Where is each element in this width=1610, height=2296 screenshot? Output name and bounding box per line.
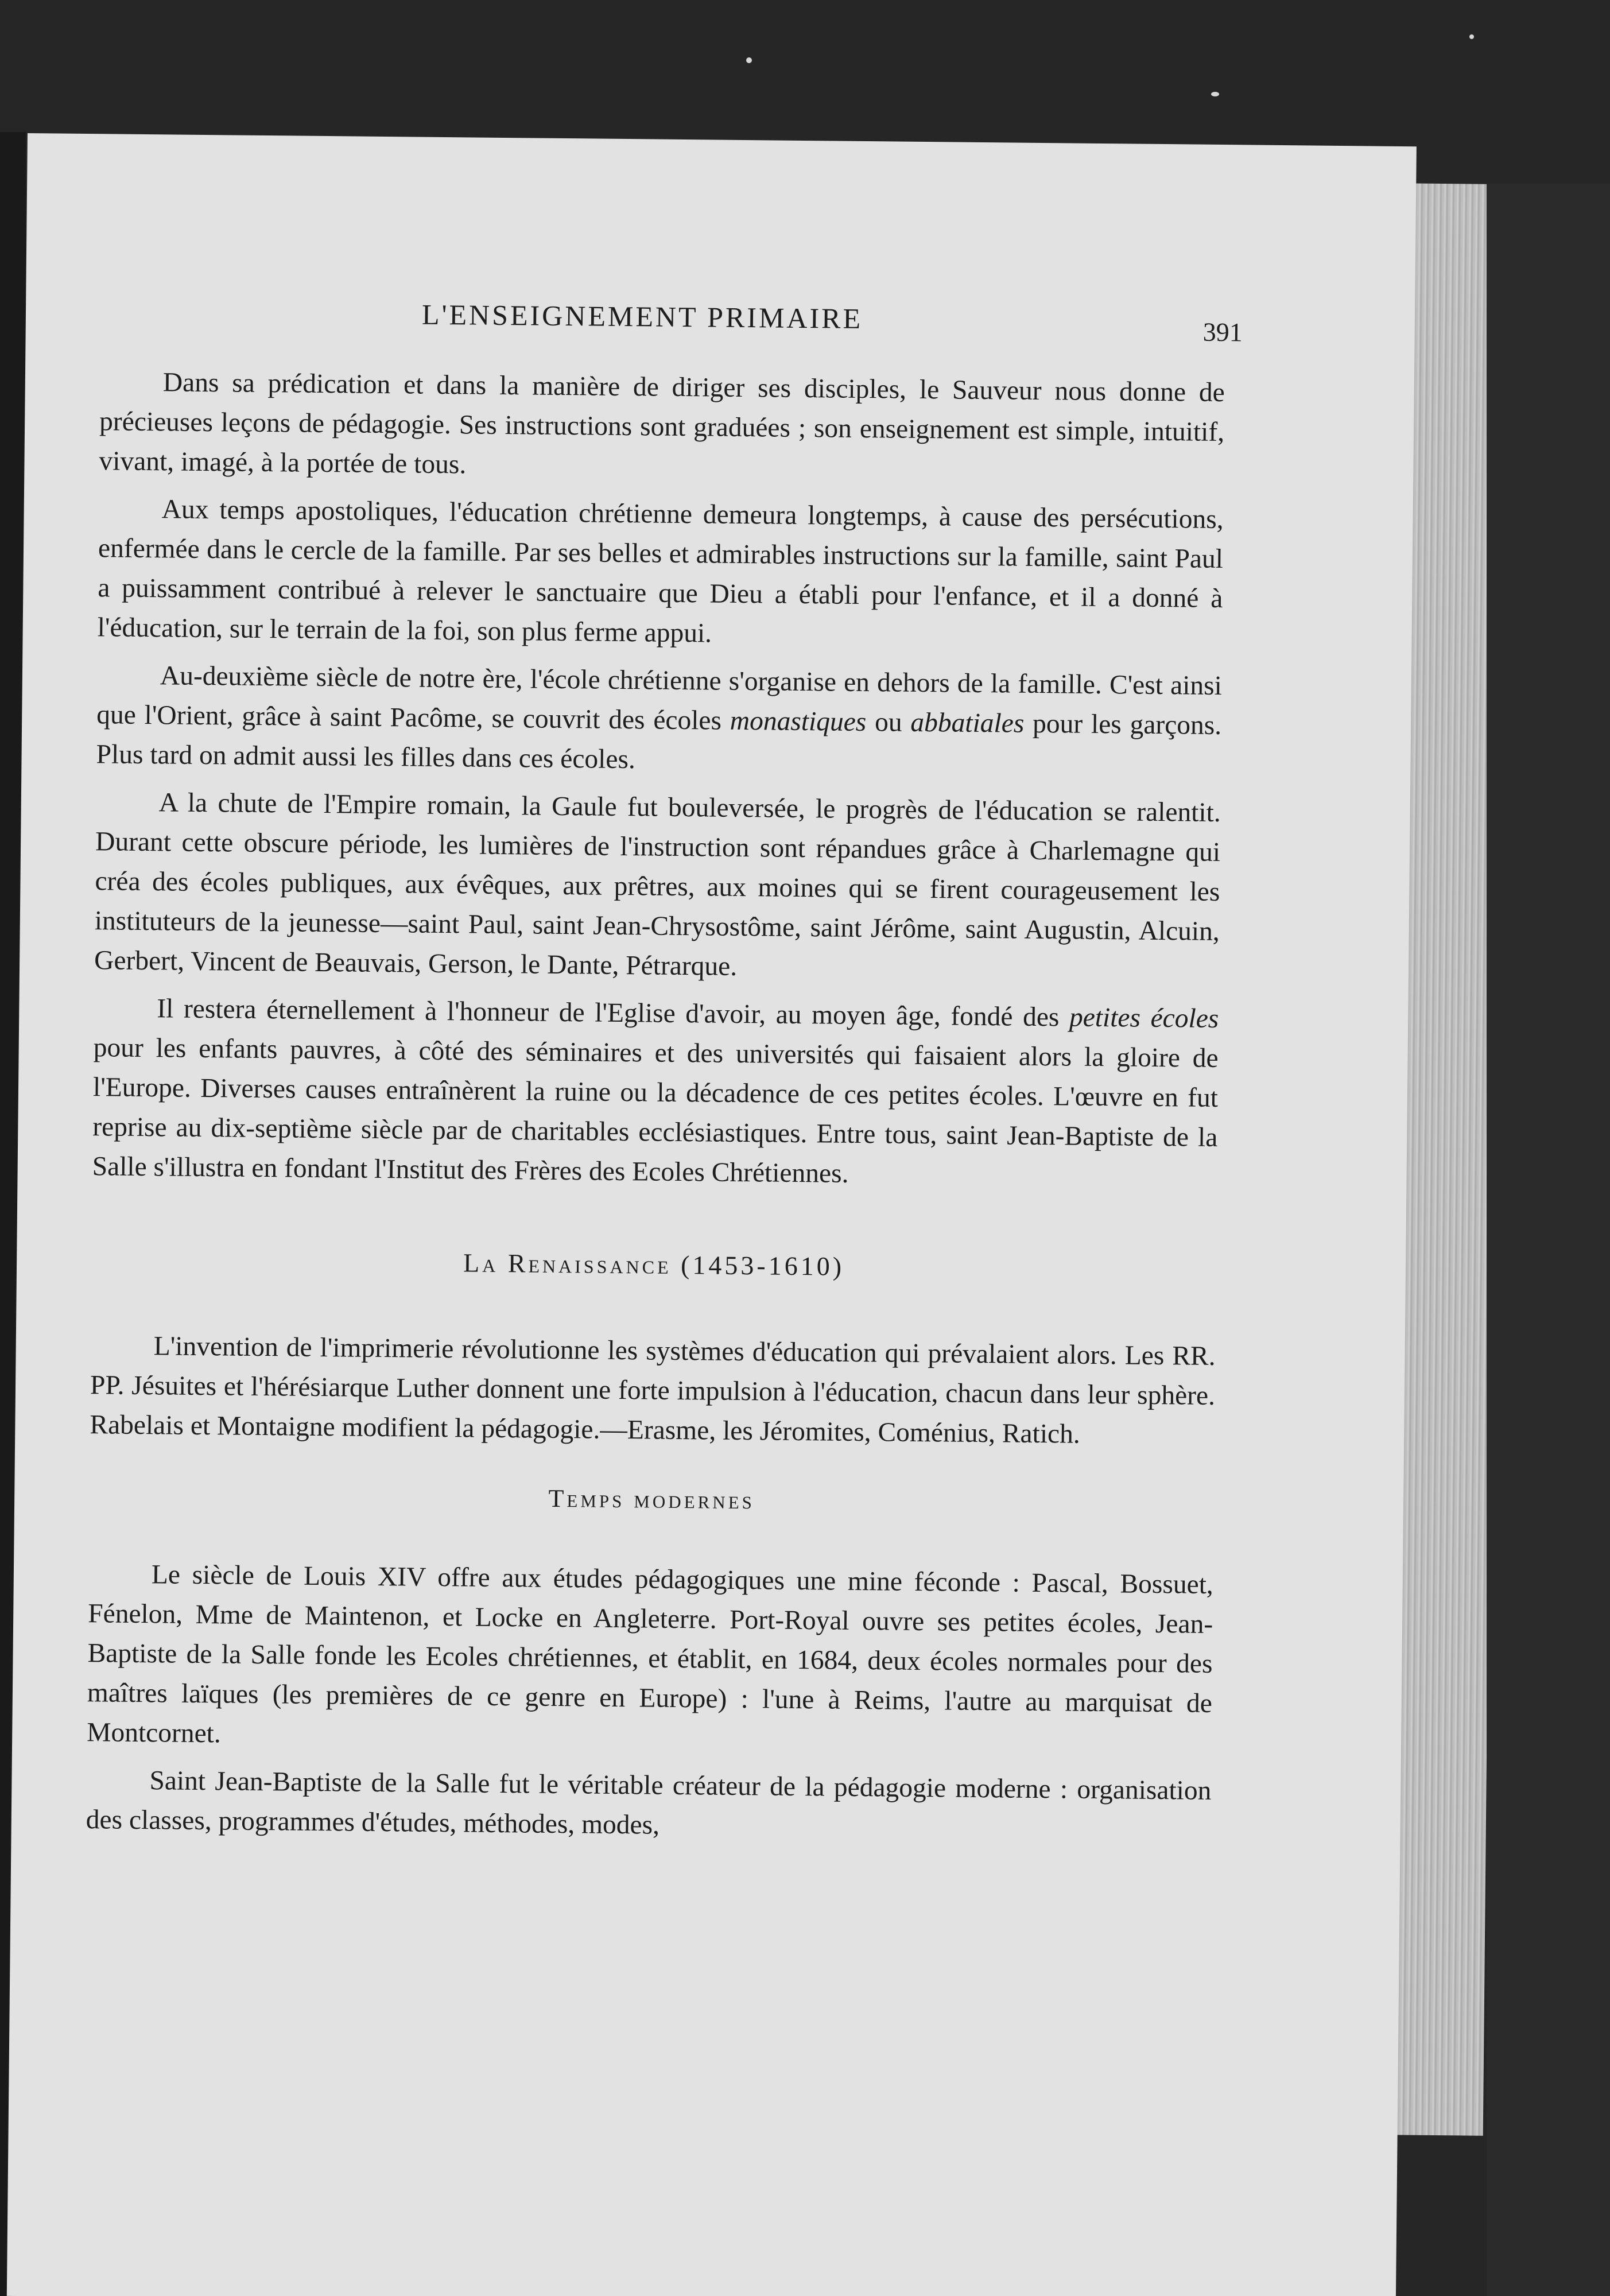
dust-speck bbox=[1469, 34, 1474, 39]
paragraph-sauveur: Dans sa prédication et dans la manière de diriger ses disciples, le Sauveur nous donne de précieuses leçons de pédagogie. Ses instructions sont graduées ; son enseignement est simple, intuitif, vivant, imagé, à la portée de tous. bbox=[99, 367, 1225, 480]
italic-term: monastiques bbox=[730, 705, 867, 738]
running-head bbox=[100, 294, 1243, 351]
text-run: Il restera éternellement à l'honneur de l'Eglise d'avoir, au moyen âge, fondé des bbox=[157, 994, 1070, 1033]
paragraph-deuxieme-siecle bbox=[96, 656, 1222, 785]
paragraph-chute-empire: A la chute de l'Empire romain, la Gaule fut bouleversée, le progrès de l'éducation se ralentit. Durant cette obscure période, les lumières de l'instruction sont répandues grâce à Charlemagne qui créa des écoles publiques, aux évêques, aux prêtres, aux moines qui se firent courageusement les instituteurs de la jeunesse—saint Paul, saint Jean-Chrysostôme, saint Jérôme, saint Augustin, Alcuin, Gerbert, Vincent de Beauvais, Gerson, le Dante, Pétrarque. bbox=[94, 788, 1221, 982]
paragraph-moyen-age bbox=[92, 988, 1219, 1197]
italic-term: petites écoles bbox=[1069, 1002, 1219, 1034]
running-title: L'ENSEIGNEMENT PRIMAIRE bbox=[421, 298, 863, 335]
dust-speck bbox=[1211, 92, 1219, 96]
text-run: Au-deuxième siècle de notre ère, l'école chrétienne s'organise en dehors de la famille. C'est ainsi que l'Orient, grâce à saint Pacôme, se couvrit des écoles bbox=[96, 661, 1223, 736]
italic-term: abbatiales bbox=[910, 707, 1025, 739]
dust-speck bbox=[746, 57, 752, 63]
paragraph-temps-apostoliques: Aux temps apostoliques, l'éducation chrétienne demeura longtemps, à cause des persécutions, enfermée dans le cercle de la famille. Par ses belles et admirables instructions sur la famille, saint Paul a puissamment contribué à relever le sanctuaire que Dieu a établi pour l'enfance, et il a donné à l'éducation, sur le terrain de la foi, son plus ferme appui. bbox=[97, 494, 1224, 649]
paragraph-la-salle: Saint Jean-Baptiste de la Salle fut le véritable créateur de la pédagogie moderne : organisation des classes, programmes d'études, méthodes, modes, bbox=[86, 1766, 1212, 1840]
text-run: ou bbox=[866, 707, 911, 738]
paragraph-renaissance: L'invention de l'imprimerie révolutionne les systèmes d'éducation qui prévalaient alors. Les RR. PP. Jésuites et l'hérésiarque Luther donnent une forte impulsion à l'éducation, chacun dans leur sphère. Rabelais et Montaigne modifient la pédagogie.—Erasme, les Jéromites, Coménius, Ratich. bbox=[90, 1331, 1216, 1449]
book-page bbox=[7, 133, 1417, 2296]
section-heading-renaissance: La Renaissance (1453-1610) bbox=[463, 1248, 845, 1281]
text-run: pour les enfants pauvres, à côté des séminaires et des universités qui faisaient alors la gloire de l'Europe. Diverses causes entraînèrent la ruine ou la décadence de ces petites écoles. L'œuvre en fut reprise au dix-septième siècle par de charitables ecclésiastiques. Entre tous, saint Jean-Baptiste de la Salle s'illustra en fondant l'Institut des Frères des Ecoles Chrétiennes. bbox=[92, 1033, 1219, 1189]
paragraph-louis-xiv: Le siècle de Louis XIV offre aux études pédagogiques une mine féconde : Pascal, Bossuet, Fénelon, Mme de Maintenon, et Locke en Angleterre. Port-Royal ouvre ses petites écoles, Jean-Baptiste de la Salle fonde les Ecoles chrétiennes, et établit, en 1684, deux écoles normales pour des maîtres laïques (les premières de ce genre en Europe) : l'une à Reims, l'autre au marquisat de Montcornet. bbox=[87, 1560, 1214, 1749]
section-heading-temps-modernes: Temps modernes bbox=[548, 1484, 755, 1515]
page-content bbox=[86, 294, 1243, 1859]
background-shadow bbox=[1487, 184, 1610, 2296]
page-number: 391 bbox=[1202, 317, 1243, 347]
text-run: pour les garçons. Plus tard on admit aussi les filles dans ces écoles. bbox=[96, 708, 1222, 775]
